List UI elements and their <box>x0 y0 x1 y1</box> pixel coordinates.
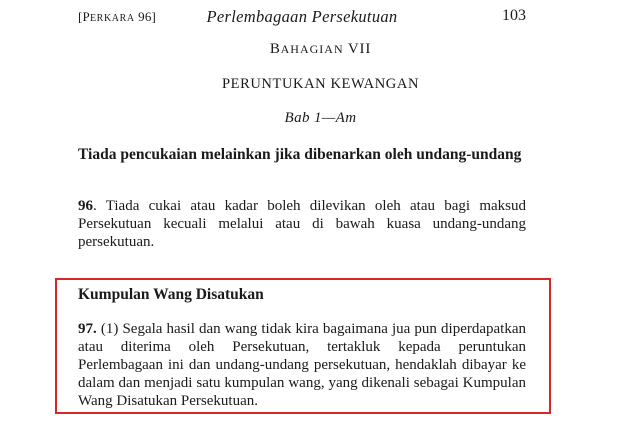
part-label: BAHAGIAN VII <box>269 41 372 57</box>
chapter-title: Bab 1—Am <box>284 110 357 126</box>
article-97-heading: Kumpulan Wang Disatukan <box>78 286 264 303</box>
article-96-heading: Tiada pencukaian melainkan jika dibenarkan oleh undang-undang <box>78 146 522 163</box>
part-title: PERUNTUKAN KEWANGAN <box>221 76 420 92</box>
document-title: Perlembagaan Persekutuan <box>206 7 398 26</box>
article-96-text: 96. Tiada cukai atau kadar boleh dilevikan oleh atau bagi maksud Persekutuan kecuali melalui atau di bawah kuasa undang-undang persekutuan. <box>78 198 526 250</box>
article-97-text: 97. (1) Segala hasil dan wang tidak kira bagaimana jua pun diperdapatkan atau diterima oleh Persekutuan, tertakluk kepada peruntukan Perlembagaan ini dan undang-undang persekutuan, hendaklah dibayar ke dalam dan menjadi satu kumpulan wang, yang dikenali sebagai Kumpulan Wang Disatukan Persekutuan. <box>78 321 526 409</box>
page-number: 103 <box>502 7 526 24</box>
article-96-number: 96 <box>78 198 93 214</box>
article-reference: [PERKARA 96] <box>78 9 157 24</box>
running-header <box>78 7 526 29</box>
article-97-number: 97. <box>78 321 97 337</box>
